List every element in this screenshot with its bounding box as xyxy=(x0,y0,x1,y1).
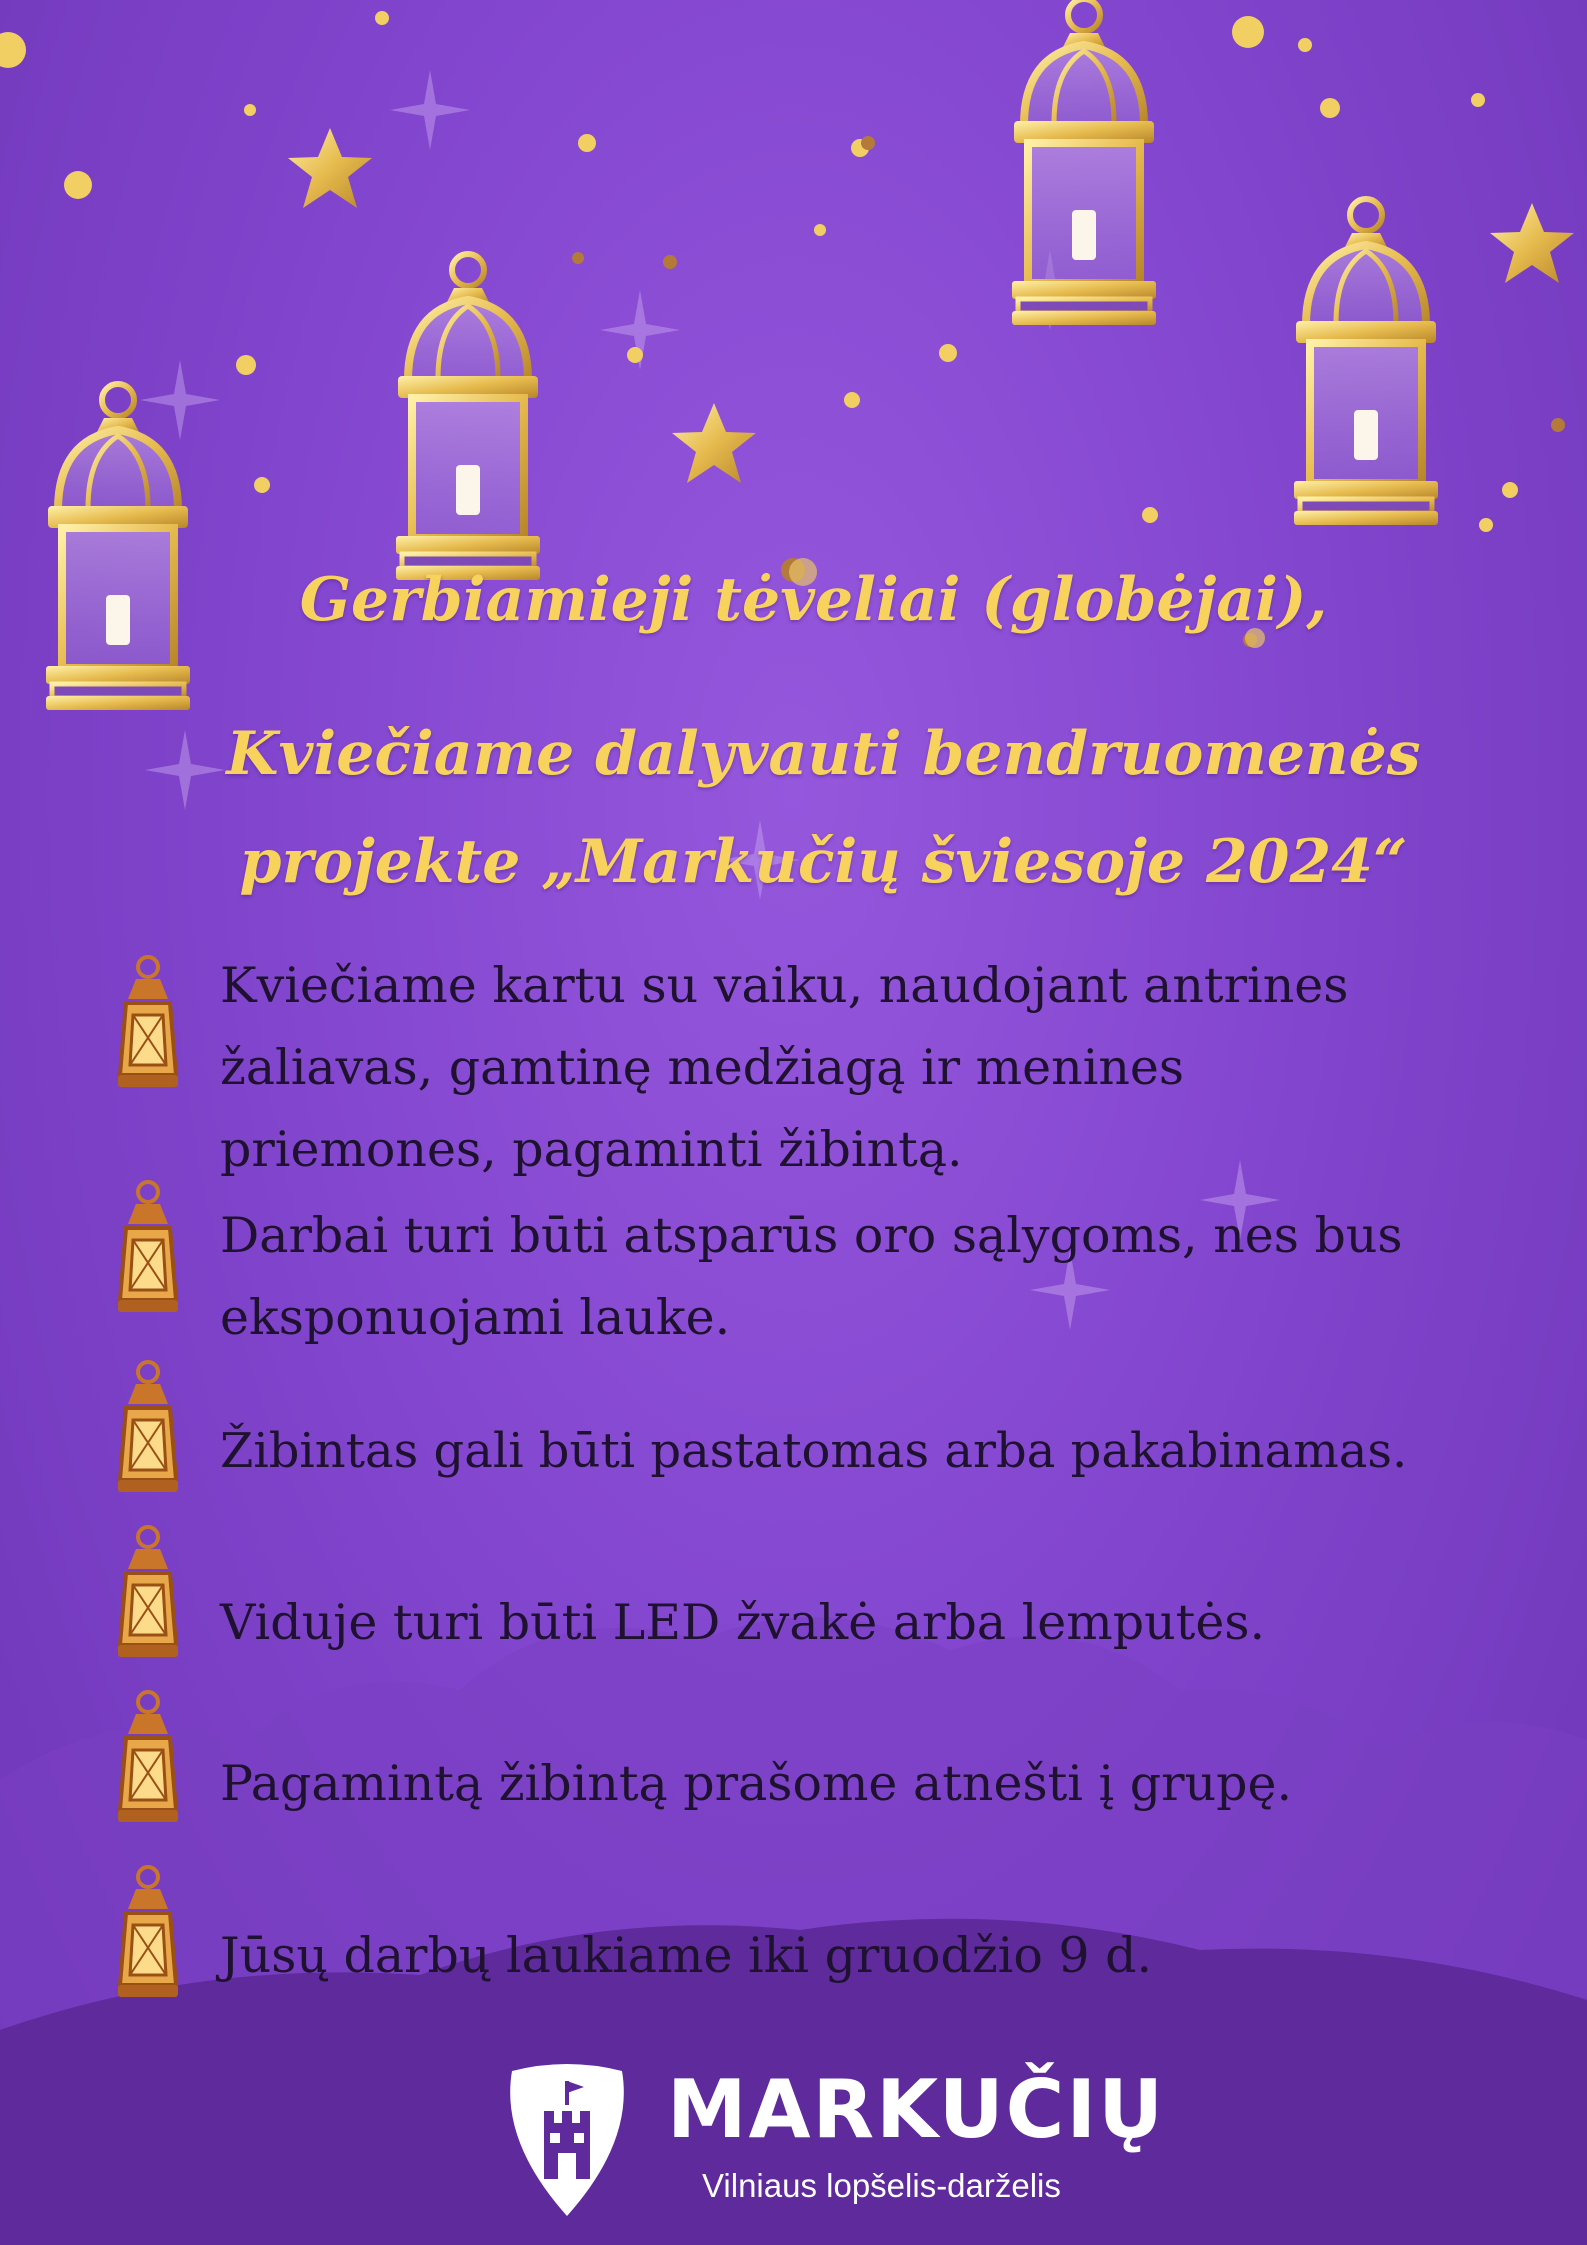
bullet-item xyxy=(220,1195,1560,1359)
bullet-line: priemones, pagaminti žibintą. xyxy=(220,1121,963,1178)
bullet-item xyxy=(220,945,1560,1191)
bullet-line: Pagamintą žibintą prašome atnešti į grupę. xyxy=(220,1755,1293,1812)
bullet-line: Žibintas gali būti pastatomas arba pakabinamas. xyxy=(220,1423,1408,1479)
bullet-line: žaliavas, gamtinę medžiagą ir menines xyxy=(220,1039,1185,1096)
invitation-heading-line: Kviečiame dalyvauti bendruomenės xyxy=(226,719,1421,789)
castle-shield-icon xyxy=(492,2061,642,2221)
greeting-heading: Gerbiamieji tėveliai (globėjai), xyxy=(299,565,1328,635)
lantern-bullet-icon xyxy=(108,1360,188,1510)
logo-wordmark: MARKUČIŲ xyxy=(667,2063,1166,2156)
bullet-item xyxy=(220,1915,1560,1997)
lantern-bullet-icon xyxy=(108,1690,188,1840)
lantern-bullet-icon xyxy=(108,955,188,1105)
bullet-line: Jūsų darbų laukiame iki gruodžio 9 d. xyxy=(220,1927,1153,1984)
bullet-item xyxy=(220,1743,1560,1825)
bullet-line: eksponuojami lauke. xyxy=(220,1289,731,1346)
bullet-line: Viduje turi būti LED žvakė arba lemputės. xyxy=(220,1594,1266,1651)
invitation-heading-line: projekte „Markučių šviesoje 2024“ xyxy=(239,827,1408,897)
lantern-bullet-icon xyxy=(108,1865,188,2015)
lantern-bullet-icon xyxy=(108,1180,188,1330)
bullet-item xyxy=(220,1410,1560,1492)
logo-subtitle: Vilniaus lopšelis-darželis xyxy=(702,2167,1061,2204)
bullet-line: Darbai turi būti atsparūs oro sąlygoms, nes bus xyxy=(220,1207,1403,1264)
bullet-item xyxy=(220,1582,1560,1664)
lantern-bullet-icon xyxy=(108,1525,188,1675)
school-logo xyxy=(492,2055,1166,2225)
bullet-line: Kviečiame kartu su vaiku, naudojant antrines xyxy=(220,957,1349,1014)
